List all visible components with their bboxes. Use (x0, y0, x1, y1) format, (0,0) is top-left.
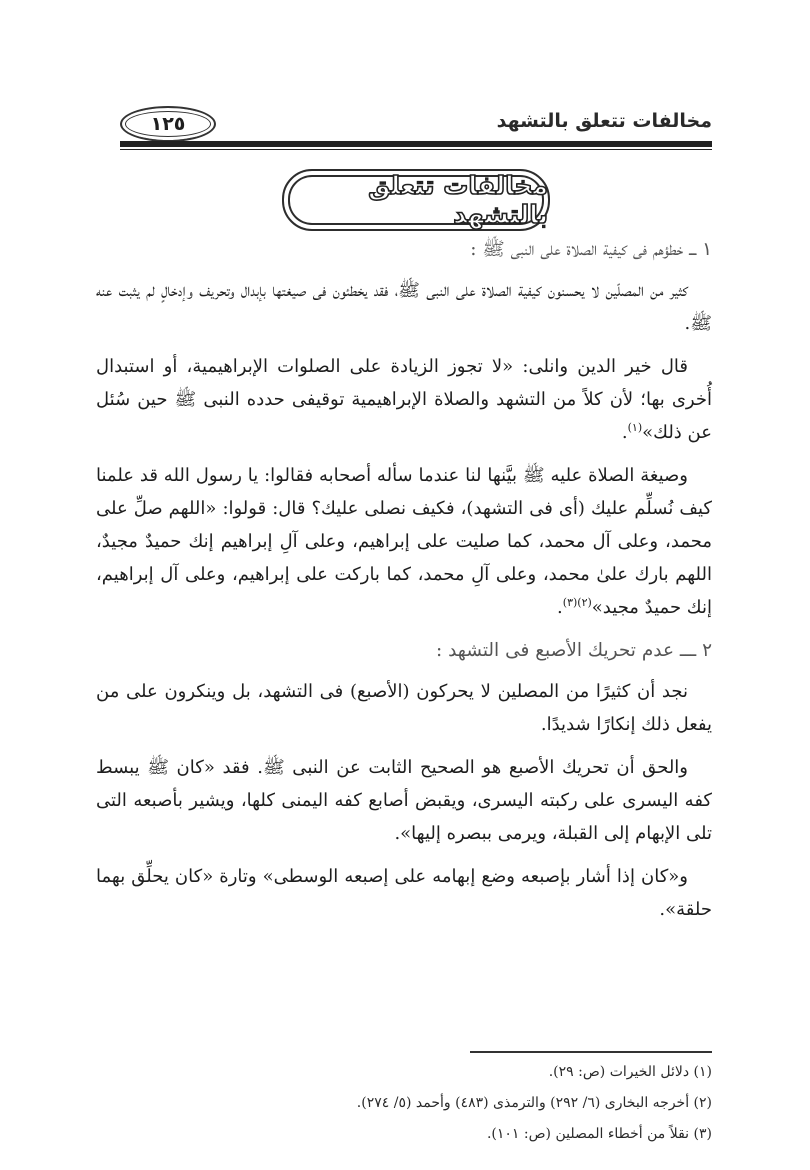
chapter-title-cartouche (282, 169, 550, 231)
chapter-title: مخالفات تتعلق بالتشهد (368, 171, 548, 229)
footnotes (96, 1057, 712, 1150)
footnote-ref-3: (٣) (562, 596, 578, 609)
section-heading-2: ٢ ـــ عدم تحريك الأصبع فى التشهد : (435, 640, 712, 661)
page-number: ١٢٥ (150, 113, 186, 135)
paragraph: و«كان إذا أشار بإصبعه وضع إبهامه على إصبعه الوسطى» وتارة «كان يحلِّق بهما حلقة». (96, 866, 712, 920)
footnote-2: (٢) أخرجه البخارى (٦/ ٢٩٢) والترمذى (٤٨٣) وأحمد (٥/ ٢٧٤). (356, 1095, 712, 1111)
body-text (96, 233, 712, 936)
footnote-3: (٣) نقلاً من أخطاء المصلين (ص: ١٠١). (486, 1126, 712, 1142)
paragraph: وصيغة الصلاة عليه ﷺ بيَّنها لنا عندما سأله أصحابه فقالوا: يا رسول الله قد علمنا كيف نُسلِّم عليك (أى فى التشهد)، فكيف نصلى عليك؟ قال: قولوا: «اللهم صلِّ على محمد، وعلى آل محمد، كما صليت على إبراهيم، وعلى آلِ إبراهيم إنك حميدٌ مجيدٌ، اللهم بارك علىٰ محمد، وعلى آلِ محمد، كما باركت على إبراهيم، وعلى آل إبراهيم، إنك حميدٌ مجيد»$^{(٢)(٣)}$. (96, 465, 712, 618)
paragraph: قال خير الدين وانلى: «لا تجوز الزيادة على الصلوات الإبراهيمية، أو استبدال أُخرى بها؛ لأن كلاً من التشهد والصلاة الإبراهيمية توقيفى حدده النبى ﷺ حين سُئل عن ذلك»$^{(١)}$. (96, 356, 712, 443)
footnote-separator (470, 1051, 712, 1053)
paragraph: والحق أن تحريك الأصبع هو الصحيح الثابت عن النبى ﷺ. فقد «كان ﷺ يبسط كفه اليسرى على ركبته اليسرى، ويقبض أصابع كفه اليمنى كلها، ويشير بأصبعه التى تلى الإبهام إلى القبلة، ويرمى ببصره إليها». (96, 757, 712, 844)
section-heading-1: ١ ـــ خطؤهم فى كيفية الصلاة على النبى ﷺ : (470, 239, 712, 260)
footnote-ref-2: (٢) (577, 596, 592, 609)
paragraph: نجد أن كثيرًا من المصلين لا يحركون (الأصبع) فى التشهد، بل وينكرون على من يفعل ذلك إنكارًا شديدًا. (96, 681, 712, 735)
header-rule-thin (120, 149, 712, 150)
running-title: مخالفات تتعلق بالتشهد (496, 110, 712, 132)
paragraph: كثير من المصلّين لا يحسنون كيفية الصلاة على النبى ﷺ، فقد يخطئون فى صيغتها بإبدال وتحريف وإدخالٍ لم يثبت عنه ﷺ. (96, 280, 712, 334)
header-rule-thick (120, 141, 712, 147)
footnote-1: (١) دلائل الخيرات (ص: ٢٩). (548, 1064, 712, 1080)
footnote-ref-1: (١) (627, 421, 643, 434)
running-header (120, 106, 712, 140)
page-number-badge (120, 106, 216, 142)
